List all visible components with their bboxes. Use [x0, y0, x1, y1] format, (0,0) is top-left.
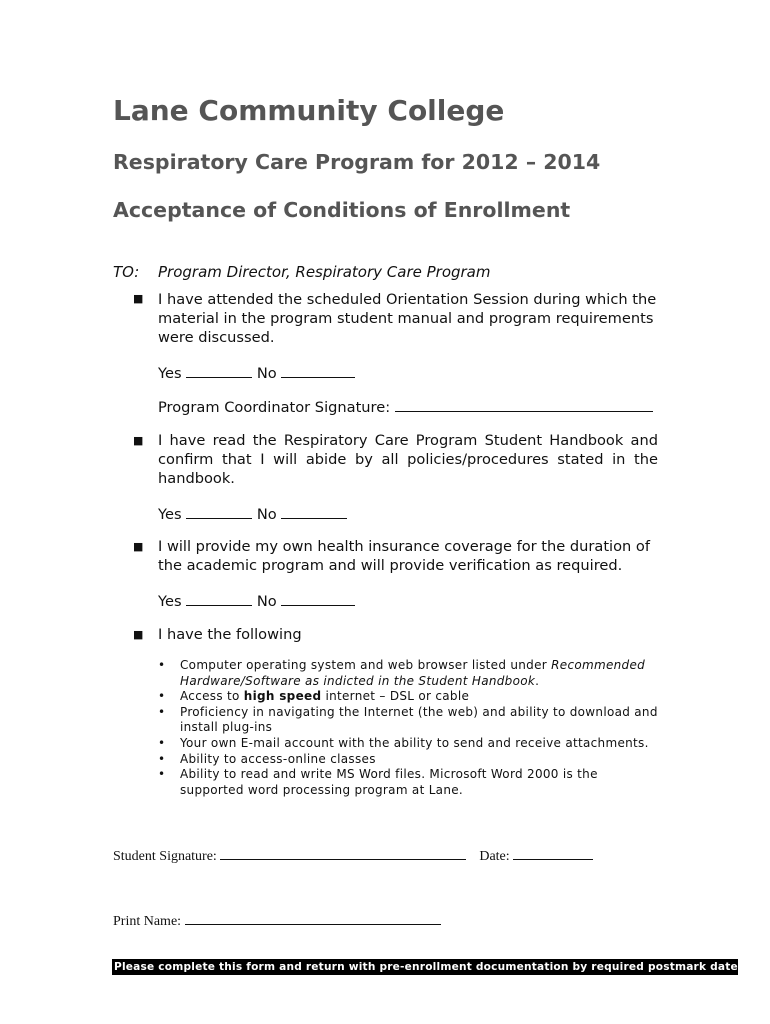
list-item: • Computer operating system and web browser listed under Recommended Hardware/Software as indicted in the Student Handbook. — [158, 658, 646, 688]
yes-blank[interactable] — [186, 591, 252, 606]
square-bullet-icon: ■ — [133, 628, 144, 641]
bullet-dot-icon: • — [158, 751, 166, 766]
no-blank[interactable] — [281, 363, 355, 378]
to-recipient: Program Director, Respiratory Care Program — [158, 263, 491, 281]
bullet-dot-icon: • — [158, 735, 166, 750]
no-label: No — [256, 593, 277, 610]
orientation-statement: I have attended the scheduled Orientation Session during which the material in the program student manual and program requirements were discussed. — [158, 291, 657, 346]
form-title: Acceptance of Conditions of Enrollment — [113, 198, 571, 222]
yes-blank[interactable] — [186, 363, 252, 378]
square-bullet-icon: ■ — [133, 292, 144, 305]
footer-notice: Please complete this form and return with pre-enrollment documentation by required postmark date. — [114, 961, 743, 973]
square-bullet-icon: ■ — [133, 540, 144, 553]
bullet-dot-icon: • — [158, 658, 166, 672]
yes-label: Yes — [158, 593, 182, 610]
list-item: • Ability to access-online classes — [158, 751, 376, 766]
college-title: Lane Community College — [113, 94, 505, 127]
no-blank[interactable] — [281, 504, 347, 519]
yes-label: Yes — [158, 365, 182, 382]
print-name-row — [113, 910, 441, 930]
student-signature-row — [113, 845, 593, 865]
coordinator-signature-row — [158, 397, 658, 417]
list-item: • Your own E-mail account with the ability to send and receive attachments. — [158, 735, 649, 750]
print-name-line[interactable] — [185, 910, 441, 925]
student-signature-label: Student Signature: — [113, 849, 217, 864]
date-line[interactable] — [513, 845, 593, 860]
square-bullet-icon: ■ — [133, 434, 144, 447]
requirements-heading: I have the following — [158, 626, 302, 643]
print-name-label: Print Name: — [113, 914, 182, 929]
list-item: • Access to high speed internet – DSL or cable — [158, 689, 470, 704]
bullet-dot-icon: • — [158, 689, 166, 704]
coordinator-signature-label: Program Coordinator Signature: — [158, 399, 391, 416]
date-label: Date: — [479, 849, 510, 864]
yes-label: Yes — [158, 506, 182, 523]
insurance-statement: I will provide my own health insurance coverage for the duration of the academic program and will provide verification as required. — [158, 538, 650, 574]
no-label: No — [256, 506, 277, 523]
no-blank[interactable] — [281, 591, 355, 606]
bullet-dot-icon: • — [158, 767, 166, 782]
requirements-list — [158, 658, 658, 798]
handbook-yes-no — [158, 504, 658, 524]
no-label: No — [256, 365, 277, 382]
list-item: • Proficiency in navigating the Internet (the web) and ability to download and install plug-ins — [158, 704, 658, 735]
handbook-statement: I have read the Respiratory Care Program Student Handbook and confirm that I will abide by all policies/procedures stated in the handbook. — [158, 432, 658, 487]
orientation-yes-no — [158, 363, 658, 383]
insurance-yes-no — [158, 591, 658, 611]
coordinator-signature-line[interactable] — [395, 397, 653, 412]
student-signature-line[interactable] — [220, 845, 466, 860]
list-item: • Ability to read and write MS Word files. Microsoft Word 2000 is the supported word processing program at Lane. — [158, 767, 598, 797]
bullet-dot-icon: • — [158, 704, 166, 719]
program-title: Respiratory Care Program for 2012 – 2014 — [113, 150, 601, 174]
to-label: TO: — [113, 263, 140, 281]
yes-blank[interactable] — [186, 504, 252, 519]
